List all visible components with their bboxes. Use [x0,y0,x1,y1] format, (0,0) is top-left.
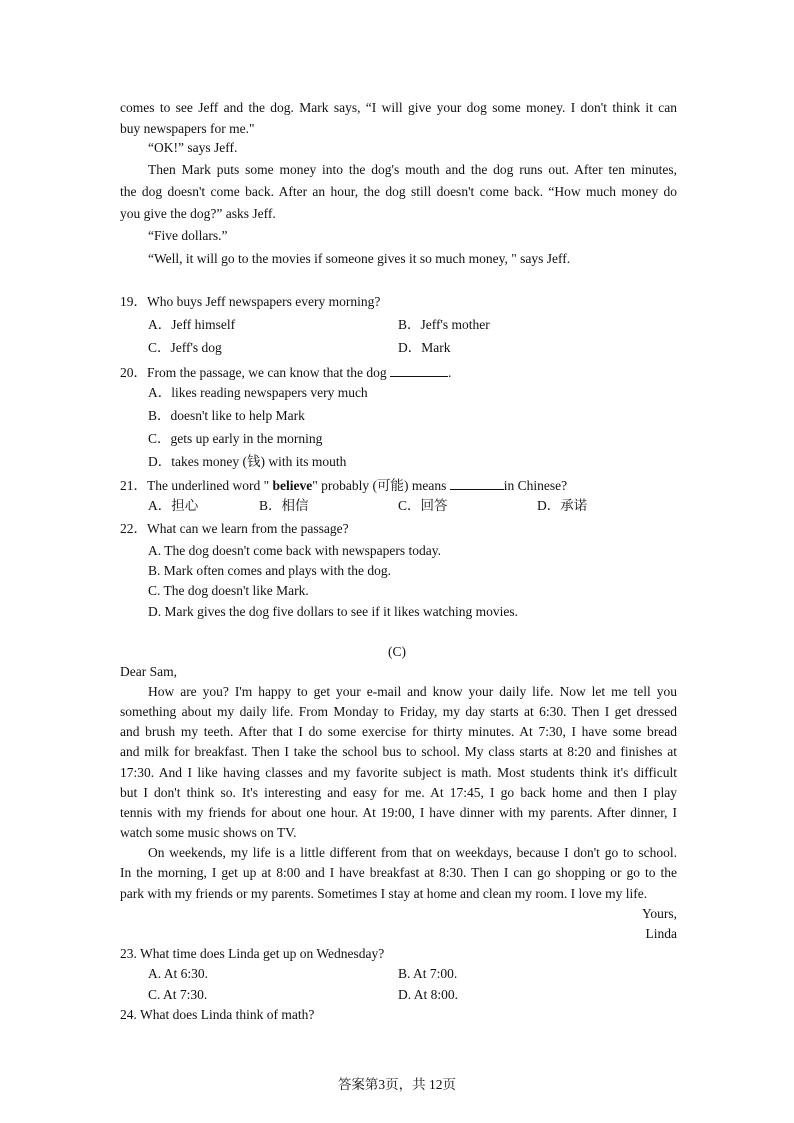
passage-c-line: park with my friends or my parents. Sometimes I stay at home and clean my room. I love my life. [120,886,648,901]
option-20-a: A．likes reading newspapers very much [148,385,368,400]
option-21-a: A．担心 [148,498,199,513]
letter-closing: Yours, [641,906,677,921]
question-21-stem-mid: " probably (可能) means [312,478,450,493]
passage-c-line: but I don't think so. It's interesting and easy for me. At 17:45, I go back home and then I play [120,785,677,800]
option-23-b: B. At 7:00. [398,966,458,981]
option-23-a: A. At 6:30. [148,966,209,981]
option-22-a: A. The dog doesn't come back with newspapers today. [148,543,441,558]
letter-greeting: Dear Sam, [120,664,177,679]
question-20-stem-end: . [447,365,452,380]
passage-b-line: “Five dollars.” [148,228,228,243]
question-21-stem-text: 21．The underlined word " [120,478,273,493]
option-21-b: B．相信 [259,498,309,513]
question-23-stem: 23. What time does Linda get up on Wednesday? [120,946,385,961]
question-21-stem [120,477,567,493]
passage-c-line: How are you? I'm happy to get your e-mail and know your daily life. Now let me tell you [148,684,677,699]
option-22-b: B. Mark often comes and plays with the dog. [148,563,391,578]
passage-b-line: you give the dog?” asks Jeff. [120,206,276,221]
passage-b-line: Then Mark puts some money into the dog's mouth and the dog runs out. After ten minutes, [148,162,677,177]
passage-b-line: buy newspapers for me." [120,121,255,136]
option-19-a: A．Jeff himself [148,317,236,332]
option-19-d: D．Mark [398,340,451,355]
answer-blank [450,477,504,490]
option-21-c: C．回答 [398,498,448,513]
question-24-stem: 24. What does Linda think of math? [120,1007,315,1022]
passage-c-line: and milk for breakfast. Then I take the school bus to school. My class starts at 8:20 and finishes at [120,744,677,759]
question-20-stem-text: 20．From the passage, we can know that the dog [120,365,390,380]
passage-b-line: “Well, it will go to the movies if someone gives it so much money, " says Jeff. [148,251,571,266]
option-19-c: C．Jeff's dog [148,340,222,355]
option-20-d: D．takes money (钱) with its mouth [148,454,347,469]
page-footer: 答案第3页，共 12页 [337,1077,457,1092]
question-19-stem: 19．Who buys Jeff newspapers every morning? [120,294,381,309]
option-23-d: D. At 8:00. [398,987,459,1002]
option-20-b: B．doesn't like to help Mark [148,408,305,423]
passage-b-line: comes to see Jeff and the dog. Mark says, “I will give your dog some money. I don't think it can [120,100,677,115]
option-22-d: D. Mark gives the dog five dollars to see if it likes watching movies. [148,604,519,619]
question-21-stem-end: in Chinese? [503,478,568,493]
underlined-word: believe [272,478,313,493]
passage-b-line: the dog doesn't come back. After an hour, the dog still doesn't come back. “How much money do [120,184,677,199]
option-22-c: C. The dog doesn't like Mark. [148,583,309,598]
option-21-d: D．承诺 [537,498,588,513]
section-label: (C) [388,644,406,659]
letter-signature: Linda [645,926,677,941]
passage-c-line: In the morning, I get up at 8:00 and I have breakfast at 8:30. Then I can go shopping or go to the [120,865,677,880]
question-22-stem: 22．What can we learn from the passage? [120,521,349,536]
option-20-c: C．gets up early in the morning [148,431,323,446]
passage-b-line: “OK!” says Jeff. [148,140,238,155]
option-19-b: B．Jeff's mother [398,317,490,332]
passage-c-line: 17:30. And I like having classes and my favorite subject is math. Most students think it's difficult [120,765,677,780]
option-23-c: C. At 7:30. [148,987,208,1002]
answer-blank [390,364,448,377]
passage-c-line: tennis with my friends for about one hour. At 19:00, I have dinner with my parents. After dinner, I [120,805,677,820]
question-20-stem [120,364,451,380]
passage-c-line: On weekends, my life is a little different from that on weekdays, because I don't go to school. [148,845,677,860]
passage-c-line: and brush my teeth. After that I do some exercise for thirty minutes. At 7:30, I have some bread [120,724,677,739]
passage-c-line: watch some music shows on TV. [120,825,297,840]
passage-c-line: something about my daily life. From Monday to Friday, my day starts at 6:30. Then I get dressed [120,704,677,719]
